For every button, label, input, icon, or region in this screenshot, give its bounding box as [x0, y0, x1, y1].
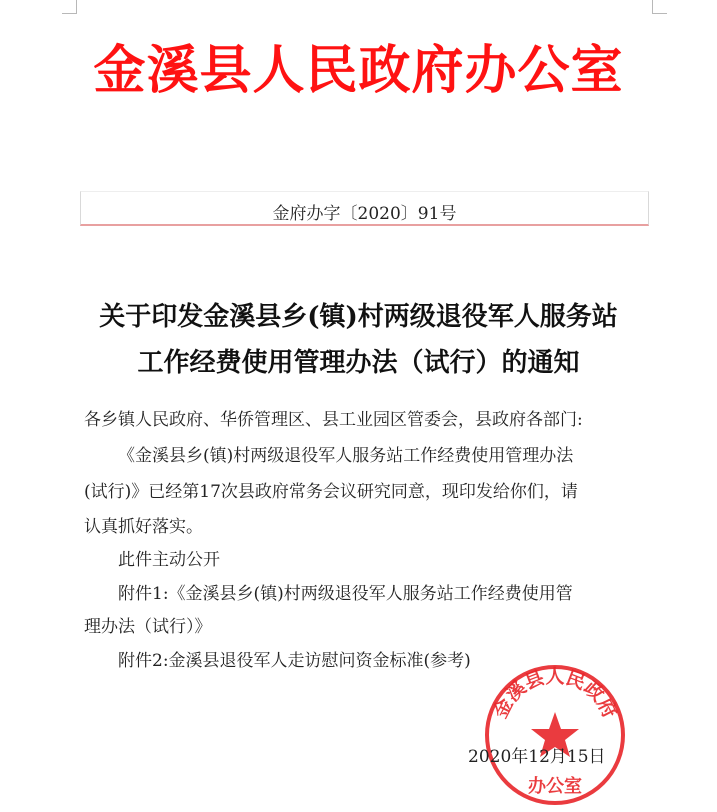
page-corner-mark-left	[62, 0, 77, 14]
addressee: 各乡镇人民政府、华侨管理区、县工业园区管委会，县政府各部门:	[84, 410, 583, 430]
seal-arc-text: 金溪县人民政府	[489, 665, 621, 722]
document-title-line-1: 关于印发金溪县乡(镇)村两级退役军人服务站	[99, 302, 618, 332]
official-seal	[480, 660, 630, 810]
issuer-header: 金溪县人民政府办公室	[93, 41, 624, 101]
public-notice: 此件主动公开	[118, 550, 220, 570]
page-corner-mark-right	[652, 0, 667, 14]
attachment-2: 附件2:金溪县退役军人走访慰问资金标准(参考)	[118, 651, 471, 671]
issue-date: 2020年12月15日	[468, 747, 606, 767]
attachment-1-line-2: 理办法（试行）》	[84, 617, 212, 637]
body-line-1: 《金溪县乡(镇)村两级退役军人服务站工作经费使用管理办法	[118, 446, 574, 466]
body-line-3: 认真抓好落实。	[84, 517, 203, 537]
body-line-2: (试行)》已经第17次县政府常务会议研究同意，现印发给你们，请	[84, 482, 578, 502]
seal-bottom-text: 办公室	[528, 776, 582, 797]
attachment-1-line-1: 附件1:《金溪县乡(镇)村两级退役军人服务站工作经费使用管	[118, 584, 573, 604]
document-title-line-2: 工作经费使用管理办法（试行）的通知	[137, 348, 580, 378]
doc-number: 金府办字〔2020〕91号	[272, 204, 457, 224]
